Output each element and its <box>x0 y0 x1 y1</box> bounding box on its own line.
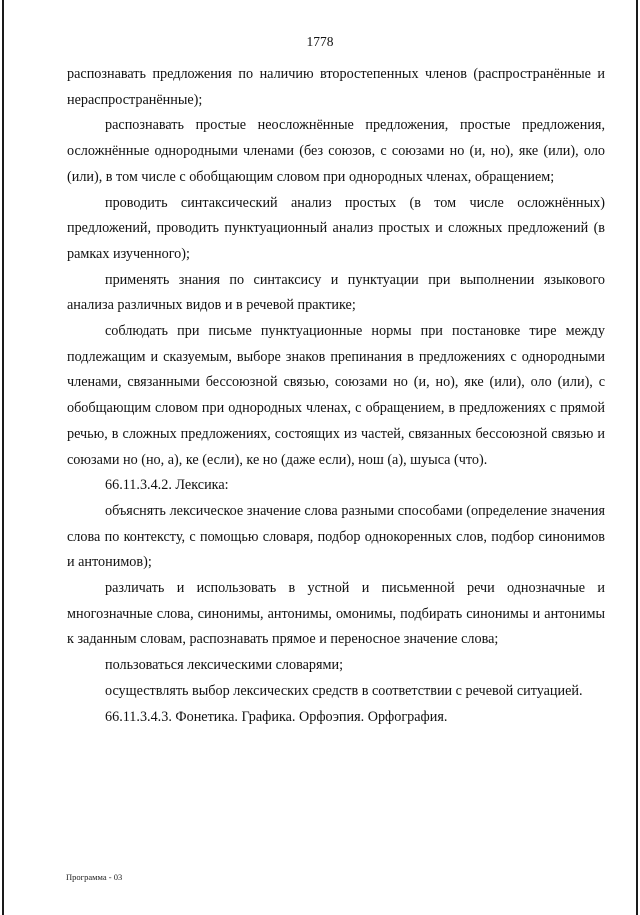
paragraph-recognize-secondary-members: распознавать предложения по наличию второстепенных членов (распространённые и нераспространённые); <box>67 66 605 108</box>
paragraph-syntactic-analysis: проводить синтаксический анализ простых (в том числе осложнённых) предложений, проводить пунктуационный анализ простых и сложных предложений (в рамках изученного); <box>67 194 605 262</box>
footer-label: Программа - 03 <box>66 872 123 882</box>
page-number: 1778 <box>306 34 334 49</box>
scan-border-left <box>2 0 4 915</box>
scan-border-right <box>636 0 638 915</box>
section-heading-phonetics: 66.11.3.4.3. Фонетика. Графика. Орфоэпия. Орфография. <box>105 708 448 725</box>
section-heading-lexicon: 66.11.3.4.2. Лексика: <box>105 477 229 494</box>
paragraph-apply-knowledge: применять знания по синтаксису и пунктуации при выполнении языкового анализа различных видов и в речевой практике; <box>67 271 605 314</box>
paragraph-distinguish-words: различать и использовать в устной и письменной речи однозначные и многозначные слова, синонимы, антонимы, омонимы, подбирать синонимы и антонимы к заданным словам, распознавать прямое и переносное значение слова; <box>67 580 605 648</box>
paragraph-use-dictionaries: пользоваться лексическими словарями; <box>105 657 344 674</box>
paragraph-recognize-simple-sentences: распознавать простые неосложнённые предложения, простые предложения, осложнённые однородными членами (без союзов, с союзами но (и, но), яке (или), оло (или), в том числе с обобщающим словом при однородных членах, обращением; <box>67 117 605 185</box>
document-body <box>67 62 605 730</box>
paragraph-explain-meaning: объяснять лексическое значение слова разными способами (определение значения слова по контексту, с помощью словаря, подбор однокоренных слов, подбор синонимов и антонимов); <box>67 502 605 571</box>
paragraph-lexical-choice: осуществлять выбор лексических средств в соответствии с речевой ситуацией. <box>105 682 583 699</box>
paragraph-punctuation-norms: соблюдать при письме пунктуационные нормы при постановке тире между подлежащим и сказуемым, выборе знаков препинания в предложениях с однородными членами, связанными бессоюзной связью, союзами но (и, но), яке (или), оло (или), с обобщающим словом при однородных членах, с обращением, в предложениях с прямой речью, в сложных предложениях, состоящих из частей, связанных бессоюзной связью и союзами но (но, а), ке (если), ке но (даже если), нош (а), шуыса (что). <box>67 323 605 468</box>
